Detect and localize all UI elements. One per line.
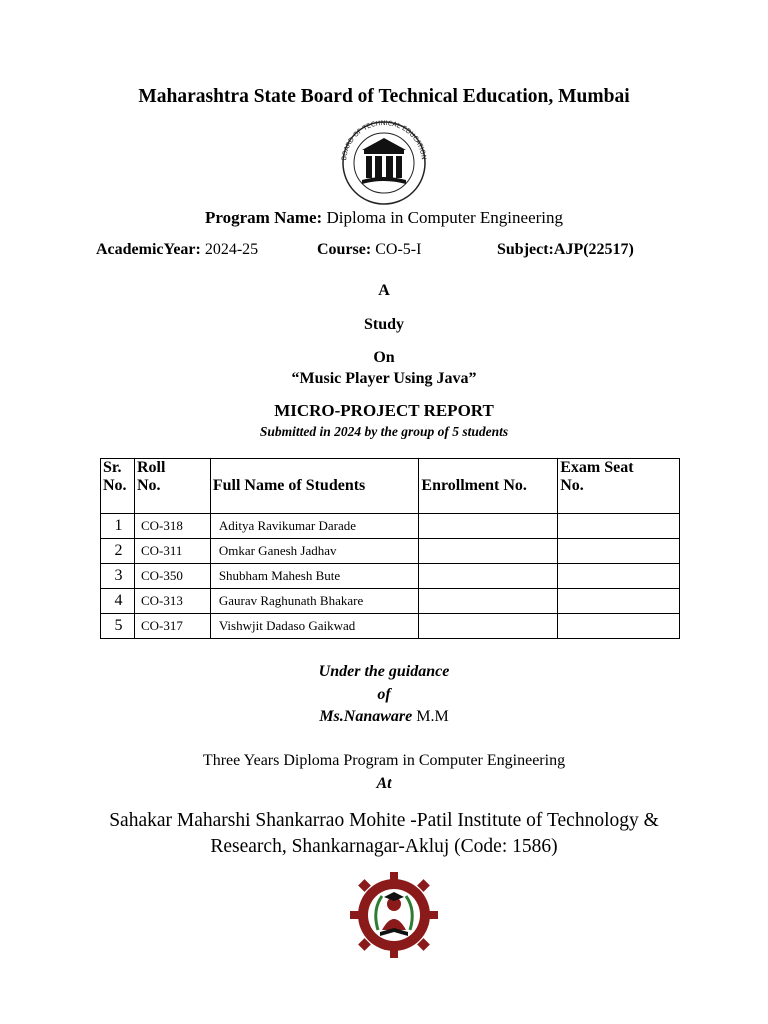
course-value: CO-5-I bbox=[375, 241, 422, 258]
table-row bbox=[101, 514, 680, 539]
study-a: A bbox=[378, 282, 390, 299]
subject-value: AJP(22517) bbox=[553, 241, 634, 258]
guidance-line1: Under the guidance bbox=[318, 663, 450, 680]
course-label: Course: bbox=[317, 241, 372, 258]
table-row bbox=[101, 539, 680, 564]
board-title: Maharashtra State Board of Technical Education, Mumbai bbox=[138, 86, 630, 107]
at-label: At bbox=[376, 775, 392, 792]
cell-seat bbox=[558, 539, 680, 564]
header-enrollment: Enrollment No. bbox=[419, 459, 558, 514]
students-table bbox=[100, 458, 680, 639]
program-label: Program Name: bbox=[204, 208, 323, 227]
report-subtitle: Submitted in 2024 by the group of 5 students bbox=[259, 424, 509, 439]
study-on: On bbox=[373, 349, 395, 366]
program-value: Diploma in Computer Engineering bbox=[326, 208, 564, 227]
cell-sr: 1 bbox=[101, 514, 135, 539]
table-header-row bbox=[101, 459, 680, 514]
cell-name: Aditya Ravikumar Darade bbox=[210, 514, 419, 539]
institute-line1: Sahakar Maharshi Shankarrao Mohite -Patil Institute of Technology & bbox=[109, 810, 659, 831]
institute-line2: Research, Shankarnagar-Akluj (Code: 1586) bbox=[210, 836, 558, 857]
cell-enrollment bbox=[419, 539, 558, 564]
cell-enrollment bbox=[419, 589, 558, 614]
table-row bbox=[101, 614, 680, 639]
cell-sr: 5 bbox=[101, 614, 135, 639]
header-name: Full Name of Students bbox=[210, 459, 419, 514]
project-topic: “Music Player Using Java” bbox=[291, 370, 477, 387]
header-seat: Exam Seat No. bbox=[558, 459, 680, 514]
institute-logo bbox=[348, 870, 440, 960]
course bbox=[317, 241, 421, 259]
diploma-program-line: Three Years Diploma Program in Computer Engineering bbox=[202, 752, 566, 769]
cell-enrollment bbox=[419, 614, 558, 639]
guidance-line2: of bbox=[377, 686, 391, 703]
cell-enrollment bbox=[419, 514, 558, 539]
report-title: MICRO-PROJECT REPORT bbox=[274, 401, 494, 420]
cell-sr: 4 bbox=[101, 589, 135, 614]
cell-name: Omkar Ganesh Jadhav bbox=[210, 539, 419, 564]
cell-seat bbox=[558, 614, 680, 639]
table-row bbox=[101, 564, 680, 589]
cell-roll: CO-317 bbox=[134, 614, 210, 639]
cell-seat bbox=[558, 589, 680, 614]
cell-enrollment bbox=[419, 564, 558, 589]
cell-sr: 2 bbox=[101, 539, 135, 564]
academic-year bbox=[96, 241, 258, 259]
cell-roll: CO-313 bbox=[134, 589, 210, 614]
cell-roll: CO-350 bbox=[134, 564, 210, 589]
msbte-logo bbox=[334, 120, 434, 206]
header-roll: Roll No. bbox=[134, 459, 210, 514]
cell-seat bbox=[558, 514, 680, 539]
subject bbox=[497, 241, 634, 259]
cell-sr: 3 bbox=[101, 564, 135, 589]
cell-name: Shubham Mahesh Bute bbox=[210, 564, 419, 589]
cell-name: Vishwjit Dadaso Gaikwad bbox=[210, 614, 419, 639]
subject-label: Subject: bbox=[497, 241, 554, 258]
guide-initials: M.M bbox=[416, 708, 449, 725]
cell-roll: CO-318 bbox=[134, 514, 210, 539]
study-word: Study bbox=[363, 316, 405, 333]
guide-name bbox=[0, 708, 768, 726]
cell-seat bbox=[558, 564, 680, 589]
academic-label: AcademicYear: bbox=[96, 241, 201, 258]
program-name bbox=[0, 208, 768, 228]
guide-name-text: Ms.Nanaware bbox=[319, 708, 413, 725]
academic-value: 2024-25 bbox=[204, 241, 259, 258]
svg-text:BOARD OF TECHNICAL EDUCATION: BOARD OF TECHNICAL EDUCATION bbox=[340, 120, 428, 161]
cell-name: Gaurav Raghunath Bhakare bbox=[210, 589, 419, 614]
table-row bbox=[101, 589, 680, 614]
header-sr: Sr. No. bbox=[101, 459, 135, 514]
institute-name bbox=[0, 808, 768, 860]
cell-roll: CO-311 bbox=[134, 539, 210, 564]
